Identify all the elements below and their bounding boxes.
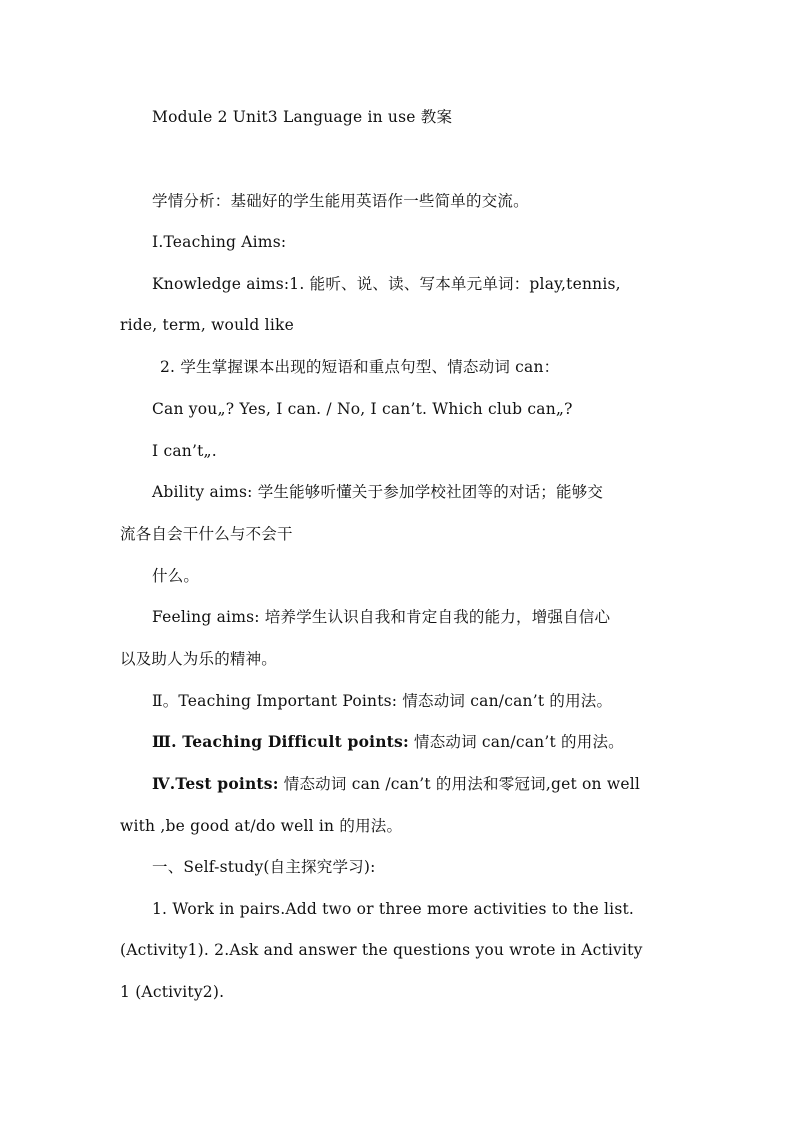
ability-aims-line-3: 什么。 bbox=[152, 567, 200, 585]
feeling-aims-line-2: 以及助人为乐的精神。 bbox=[120, 650, 278, 668]
activity-line-2: (Activity1). 2.Ask and answer the questions you wrote in Activity bbox=[120, 941, 643, 959]
learning-analysis: 学情分析：基础好的学生能用英语作一些简单的交流。 bbox=[152, 192, 529, 210]
test-points-line-1 bbox=[152, 773, 640, 795]
test-points-label: Ⅳ.Test points: bbox=[152, 774, 279, 793]
difficult-points-label: Ⅲ. Teaching Difficult points: bbox=[152, 732, 409, 751]
feeling-aims-line-1: Feeling aims: 培养学生认识自我和肯定自我的能力，增强自信心 bbox=[152, 608, 611, 626]
document-title: Module 2 Unit3 Language in use 教案 bbox=[152, 108, 453, 126]
activity-line-3: 1 (Activity2). bbox=[120, 983, 225, 1001]
key-sentences-line-1: Can you„? Yes, I can. / No, I can’t. Which club can„? bbox=[152, 400, 573, 418]
ability-aims-line-2: 流各自会干什么与不会干 bbox=[120, 525, 293, 543]
important-points: Ⅱ。Teaching Important Points: 情态动词 can/can’t 的用法。 bbox=[152, 692, 613, 710]
knowledge-aims-line-2: ride, term, would like bbox=[120, 316, 294, 334]
difficult-points bbox=[152, 731, 624, 753]
test-points-line-2: with ,be good at/do well in 的用法。 bbox=[120, 817, 403, 835]
key-sentences-line-2: I can’t„. bbox=[152, 442, 217, 460]
ability-aims-line-1: Ability aims: 学生能够听懂关于参加学校社团等的对话；能够交 bbox=[152, 483, 604, 501]
knowledge-point-2: 2. 学生掌握课本出现的短语和重点句型、情态动词 can： bbox=[160, 358, 560, 376]
self-study-heading: 一、Self-study(自主探究学习): bbox=[152, 858, 376, 876]
knowledge-aims-line-1: Knowledge aims:1. 能听、说、读、写本单元单词：play,tennis, bbox=[152, 275, 621, 293]
test-points-text: 情态动词 can /can’t 的用法和零冠词,get on well bbox=[278, 775, 641, 793]
teaching-aims-heading: Ⅰ.Teaching Aims: bbox=[152, 233, 287, 251]
activity-line-1: 1. Work in pairs.Add two or three more activities to the list. bbox=[152, 900, 635, 918]
difficult-points-text: 情态动词 can/can’t 的用法。 bbox=[408, 733, 624, 751]
